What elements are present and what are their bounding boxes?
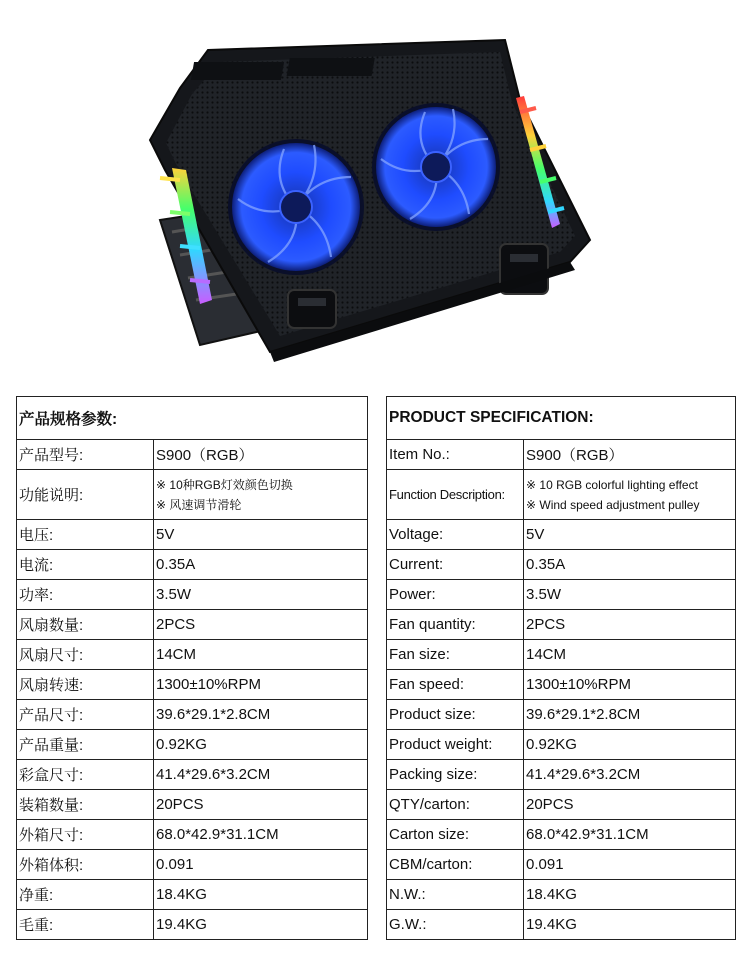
spec-label: N.W.:: [387, 880, 524, 910]
spec-label: Fan quantity:: [387, 610, 524, 640]
spec-label: Power:: [387, 580, 524, 610]
spec-value: 14CM: [154, 640, 368, 670]
spec-label: Product size:: [387, 700, 524, 730]
spec-label: 外箱体积:: [17, 850, 154, 880]
spec-value: 41.4*29.6*3.2CM: [154, 760, 368, 790]
spec-table-cn: [16, 396, 368, 940]
fan-right: [372, 103, 500, 231]
spec-label: Function Description:: [387, 470, 524, 520]
spec-label: QTY/carton:: [387, 790, 524, 820]
spec-value: [154, 470, 368, 520]
spec-label: 产品重量:: [17, 730, 154, 760]
spec-label: 装箱数量:: [17, 790, 154, 820]
spec-label: 净重:: [17, 880, 154, 910]
fan-left: [228, 139, 364, 275]
spec-value: 68.0*42.9*31.1CM: [154, 820, 368, 850]
spec-label: Fan size:: [387, 640, 524, 670]
spec-value: 20PCS: [524, 790, 736, 820]
spec-value: 41.4*29.6*3.2CM: [524, 760, 736, 790]
spec-label: 功能说明:: [17, 470, 154, 520]
spec-value: 39.6*29.1*2.8CM: [154, 700, 368, 730]
spec-value: S900（RGB）: [154, 440, 368, 470]
spec-label: 产品尺寸:: [17, 700, 154, 730]
spec-label: 风扇数量:: [17, 610, 154, 640]
spec-label: CBM/carton:: [387, 850, 524, 880]
spec-value: 0.091: [524, 850, 736, 880]
spec-value: 2PCS: [524, 610, 736, 640]
function-line: ※ Wind speed adjustment pulley: [526, 497, 700, 512]
spec-value: 19.4KG: [154, 910, 368, 940]
spec-value: 0.92KG: [524, 730, 736, 760]
spec-value: 0.92KG: [154, 730, 368, 760]
spec-value: 0.35A: [154, 550, 368, 580]
spec-value: 0.091: [154, 850, 368, 880]
stopper-left: [288, 290, 336, 328]
spec-label: 风扇转速:: [17, 670, 154, 700]
function-line: ※ 10 RGB colorful lighting effect: [526, 477, 698, 492]
spec-value: 0.35A: [524, 550, 736, 580]
product-image: [0, 0, 750, 385]
spec-label: 电流:: [17, 550, 154, 580]
spec-value: 3.5W: [154, 580, 368, 610]
spec-label: 风扇尺寸:: [17, 640, 154, 670]
spec-label: Voltage:: [387, 520, 524, 550]
table-title: 产品规格参数:: [17, 397, 368, 440]
spec-value: 1300±10%RPM: [154, 670, 368, 700]
spec-value: 18.4KG: [524, 880, 736, 910]
spec-label: Product weight:: [387, 730, 524, 760]
spec-value: 68.0*42.9*31.1CM: [524, 820, 736, 850]
spec-label: Current:: [387, 550, 524, 580]
function-line: ※ 10种RGB灯效颜色切换: [156, 477, 293, 492]
spec-value: 1300±10%RPM: [524, 670, 736, 700]
spec-value: 18.4KG: [154, 880, 368, 910]
spec-value: 39.6*29.1*2.8CM: [524, 700, 736, 730]
table-title: PRODUCT SPECIFICATION:: [387, 397, 736, 440]
spec-value: 5V: [524, 520, 736, 550]
spec-value: 3.5W: [524, 580, 736, 610]
function-line: ※ 风速调节滑轮: [156, 497, 242, 512]
spec-label: Fan speed:: [387, 670, 524, 700]
spec-value: S900（RGB）: [524, 440, 736, 470]
spec-label: 电压:: [17, 520, 154, 550]
spec-value: 5V: [154, 520, 368, 550]
spec-value: 20PCS: [154, 790, 368, 820]
spec-label: Packing size:: [387, 760, 524, 790]
spec-value: [524, 470, 736, 520]
spec-value: 19.4KG: [524, 910, 736, 940]
spec-label: 毛重:: [17, 910, 154, 940]
spec-label: 功率:: [17, 580, 154, 610]
spec-label: 外箱尺寸:: [17, 820, 154, 850]
spec-label: 彩盒尺寸:: [17, 760, 154, 790]
spec-label: G.W.:: [387, 910, 524, 940]
spec-value: 2PCS: [154, 610, 368, 640]
spec-label: Item No.:: [387, 440, 524, 470]
spec-label: 产品型号:: [17, 440, 154, 470]
spec-value: 14CM: [524, 640, 736, 670]
spec-label: Carton size:: [387, 820, 524, 850]
spec-table-en: [386, 396, 736, 940]
